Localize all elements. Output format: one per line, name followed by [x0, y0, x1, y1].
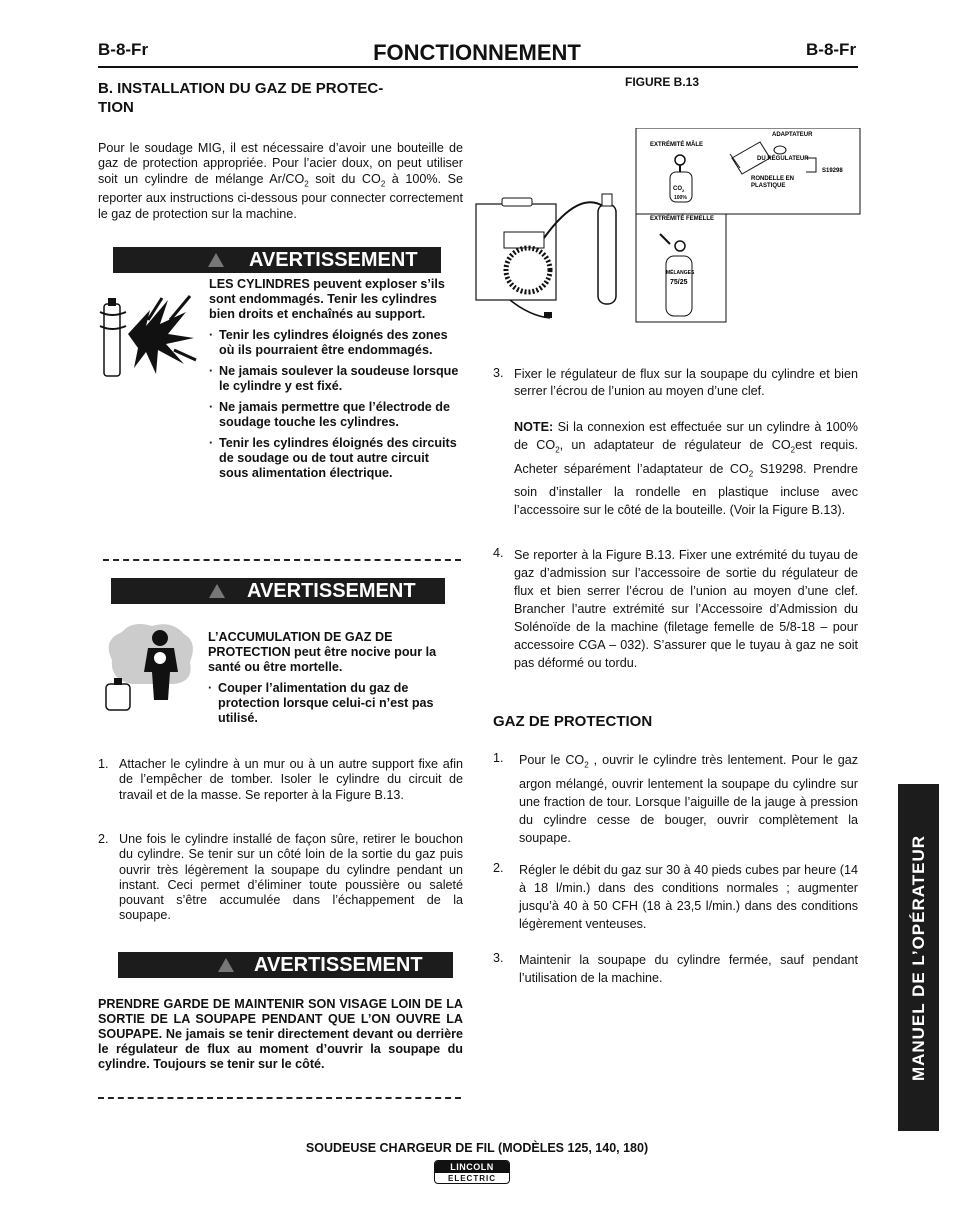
intro-text-a: Pour le soudage MIG, il est nécessaire d’avoir une bouteille de gaz de protection appropriée. Pour l’acier doux, on peut utiliser soit un cylindre de mélange Ar/CO: [98, 141, 463, 186]
gas-step-number: 1.: [493, 751, 504, 765]
figure-label-co2: [673, 186, 685, 193]
gas-step1-a: Pour le CO: [519, 753, 585, 767]
gas-heading: GAZ DE PROTECTION: [493, 713, 653, 730]
warning-bar-3: [118, 952, 453, 978]
figure-caption: FIGURE B.13: [625, 75, 700, 89]
warning-label-3: AVERTISSEMENT: [254, 954, 423, 976]
figure-label-co2-pct: 100%: [674, 195, 687, 201]
divider-1: [103, 559, 461, 561]
warning-triangle-icon: [218, 958, 234, 972]
step3-number: 3.: [493, 366, 504, 380]
warning2-lead: L’ACCUMULATION DE GAZ DE PROTECTION peut être nocive pour la santé ou être mortelle.: [208, 630, 437, 674]
intro-sub-1: 2: [304, 179, 309, 189]
logo-bottom: ELECTRIC: [448, 1174, 496, 1183]
note-text-a: Si la connexion est effectuée sur un cylindre à 100% de CO: [514, 420, 858, 452]
note-sub-3: 2: [748, 469, 754, 479]
figure-label-washer-1: RONDELLE EN: [751, 176, 795, 182]
lincoln-electric-logo: [434, 1160, 510, 1184]
warning-triangle-icon: [209, 584, 225, 598]
section-heading-line2: TION: [98, 99, 134, 116]
warning3-text: PRENDRE GARDE DE MAINTENIR SON VISAGE LOIN DE LA SORTIE DE LA SOUPAPE PENDANT QUE L’ON OUVRE LA SOUPAPE. Ne jamais se tenir directement devant ou derrière le régulateur de flux au moment d’ouvrir la soupape du cylindre. Toujours se tenir sur le côté.: [98, 997, 463, 1071]
cylinder-explosion-icon: [98, 290, 200, 380]
warning1-bullet: · Ne jamais permettre que l’électrode de soudage touche les cylindres.: [209, 400, 459, 430]
note-text-c: est requis. Acheter séparément l’adaptateur de CO: [514, 438, 858, 476]
intro-sub-2: 2: [380, 179, 386, 189]
side-tab-label: MANUEL DE L’OPÉRATEUR: [908, 834, 928, 1081]
footer-model: SOUDEUSE CHARGEUR DE FIL (MODÈLES 125, 140, 180): [305, 1141, 649, 1155]
warning2-bullet: · Couper l’alimentation du gaz de protection lorsque celui-ci n’est pas utilisé.: [208, 681, 458, 726]
page-code-right: B-8-Fr: [806, 40, 857, 59]
figure-label-mix-ratio: 75/25: [670, 279, 688, 286]
divider-2: [98, 1097, 461, 1099]
left-step-number: 2.: [98, 832, 109, 846]
figure-label-adapter-1: ADAPTATEUR: [772, 132, 813, 138]
left-step-text: Une fois le cylindre installé de façon sûre, retirer le bouchon du cylindre. Se tenir sur un côté loin de la sortie du gaz puis ouvrir très légèrement la soupape du cylindre pendant un instant. Ceci permet d’éliminer toute poussière ou saleté pouvant s’être accumulée dans l’échappement de la soupape.: [119, 832, 463, 923]
warning1-lead: LES CYLINDRES peuvent exploser s’ils sont endommagés. Tenir les cylindres bien droits et enchaînés au support.: [209, 277, 445, 321]
gas-step1-text: [519, 751, 858, 847]
logo-top: LINCOLN: [435, 1161, 509, 1173]
step4-text: Se reporter à la Figure B.13. Fixer une extrémité du tuyau de gaz d’admission sur l’accessoire de sortie du régulateur de flux et bien serrer l’écrou de l’union au moyen d’une clef. Brancher l’autre extrémité sur l’Accessoire d’Admission du Solénoïde de la machine (filetage femelle de 5/8-18 – pour accessoire CGA – 032). S’assurer que le tuyau à gaz ne soit pas déformé ou tordu.: [514, 548, 858, 670]
warning2-text: [208, 630, 458, 726]
figure-co2-sub: 2: [682, 188, 685, 193]
warning-bar-1: [113, 247, 441, 273]
intro-paragraph: [98, 141, 463, 222]
warning-label-2: AVERTISSEMENT: [247, 580, 416, 602]
gas-step3-text: Maintenir la soupape du cylindre fermée, sauf pendant l’utilisation de la machine.: [519, 953, 858, 985]
warning-bar-2: [111, 578, 445, 604]
section-heading-line1: B. INSTALLATION DU GAZ DE PROTEC-: [98, 80, 384, 97]
intro-text-c: à 100%. Se reporter aux instructions ci-dessous pour connecter correctement le gaz de protection sur la machine.: [98, 171, 463, 221]
page-code-left: B-8-Fr: [98, 40, 149, 59]
warning1-bullet: · Tenir les cylindres éloignés des zones où ils pourraient être endommagés.: [209, 328, 459, 358]
note-sub-2: 2: [790, 445, 796, 455]
warning-label-1: AVERTISSEMENT: [249, 249, 418, 271]
step3-note: [514, 418, 858, 519]
step3-text: Fixer le régulateur de flux sur la soupape du cylindre et bien serrer l’écrou de l’union au moyen d’une clef.: [514, 367, 858, 398]
note-text-b: , un adaptateur de régulateur de CO: [559, 438, 791, 452]
note-text-d: S19298. Prendre soin d’installer la rondelle en plastique incluse avec l’accessoire sur le côté de la bouteille. (Voir la Figure B.13).: [514, 461, 858, 518]
warning1-text: [209, 277, 459, 481]
page-title: FONCTIONNEMENT: [373, 40, 581, 65]
note-sub-1: 2: [555, 445, 560, 455]
figure-label-mix: MÉLANGES: [666, 270, 695, 276]
left-step-number: 1.: [98, 757, 109, 771]
figure-co2: CO: [673, 186, 682, 192]
warning-triangle-icon: [208, 253, 224, 267]
figure-b13-illustration: [470, 128, 862, 324]
gas-accumulation-icon: [102, 620, 198, 712]
gas-step-number: 3.: [493, 951, 504, 965]
warning1-bullet: · Tenir les cylindres éloignés des circuits de soudage ou de tout autre circuit sous alimentation électrique.: [209, 436, 459, 481]
warning1-bullet: · Ne jamais soulever la soudeuse lorsque le cylindre y est fixé.: [209, 364, 459, 394]
section-heading: [98, 79, 458, 117]
gas-step1-b: , ouvrir le cylindre très lentement. Pour le gaz argon mélangé, ouvrir lentement la soupape du cylindre sur une fraction de tour. Lorsque l’aiguille de la jauge à pression du cylindre cesse de bouger, ouvrir complètement la soupape.: [519, 753, 858, 845]
gas-step2-text: Régler le débit du gaz sur 30 à 40 pieds cubes par heure (14 à 18 l/min.) dans des conditions normales ; augmenter jusqu’à 40 à 50 CFH (18 à 23,5 l/min.) dans des conditions légèrement venteuses.: [519, 863, 858, 931]
header-rule: [98, 66, 858, 68]
note-label: NOTE:: [514, 420, 554, 434]
figure-label-adapter-2: DU RÉGULATEUR: [757, 156, 809, 162]
figure-label-washer-2: PLASTIQUE: [751, 183, 786, 189]
intro-text-b: soit du CO: [308, 171, 381, 186]
figure-label-part: S19298: [822, 168, 843, 174]
figure-label-female: EXTRÉMITÉ FEMELLE: [650, 216, 715, 222]
step4-number: 4.: [493, 546, 504, 560]
gas-step1-sub: 2: [584, 760, 589, 770]
gas-step-number: 2.: [493, 861, 504, 875]
left-step-text: Attacher le cylindre à un mur ou à un autre support fixe afin de l’empêcher de tomber. Isoler le cylindre du circuit de travail et de la masse. Se reporter à la Figure B.13.: [119, 757, 463, 802]
figure-label-male: EXTRÉMITÉ MÂLE: [650, 142, 704, 148]
side-tab: [898, 784, 939, 1131]
